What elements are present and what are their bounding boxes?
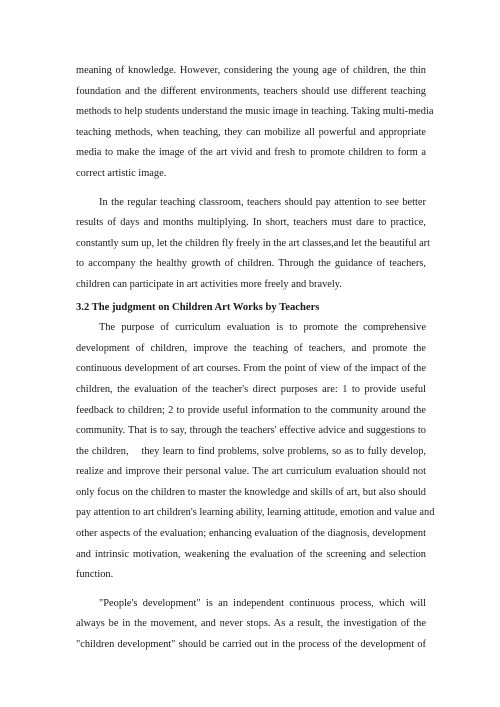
text-line: correct artistic image. bbox=[76, 167, 167, 179]
text-line: function. bbox=[76, 569, 114, 581]
text-line: children can participate in art activities more freely and bravely. bbox=[76, 278, 342, 290]
text-line: methods to help students understand the music image in teaching. Taking multi-media bbox=[76, 106, 434, 118]
text-line: development of children, improve the teaching of teachers, and promote the bbox=[76, 342, 426, 354]
text-line: realize and improve their personal value. The art curriculum evaluation should not bbox=[76, 466, 426, 478]
text-line: "People's development" is an independent continuous process, which will bbox=[99, 597, 426, 609]
text-line: feedback to children; 2 to provide useful information to the community around the bbox=[76, 404, 426, 416]
text-line: and intrinsic motivation, weakening the evaluation of the screening and selection bbox=[76, 548, 426, 560]
text-line: always be in the movement, and never stops. As a result, the investigation of the bbox=[76, 618, 426, 630]
text-line: The purpose of curriculum evaluation is to promote the comprehensive bbox=[99, 322, 426, 334]
text-line: community. That is to say, through the teachers' effective advice and suggestions to bbox=[76, 425, 426, 437]
paragraph-3 bbox=[76, 318, 435, 586]
paragraph-2 bbox=[76, 193, 431, 296]
text-line: media to make the image of the art vivid and fresh to promote children to form a bbox=[76, 147, 426, 159]
text-line: to accompany the healthy growth of children. Through the guidance of teachers, bbox=[76, 258, 426, 270]
text-line: children, the evaluation of the teacher's direct purposes are: 1 to provide useful bbox=[76, 383, 426, 395]
text-line: pay attention to art children's learning ability, learning attitude, emotion and value and bbox=[76, 507, 435, 519]
text-line: In the regular teaching classroom, teachers should pay attention to see better bbox=[99, 196, 426, 208]
text-line: continuous development of art courses. From the point of view of the impact of the bbox=[76, 363, 426, 375]
text-line: meaning of knowledge. However, considering the young age of children, the thin bbox=[76, 65, 426, 76]
text-line: teaching methods, when teaching, they can mobilize all powerful and appropriate bbox=[76, 126, 426, 138]
text-line: the children, they learn to find problems, solve problems, so as to fully develop, bbox=[76, 445, 426, 457]
section-heading: 3.2 The judgment on Children Art Works by Teachers bbox=[76, 301, 320, 313]
text-line: constantly sum up, let the children fly freely in the art classes,and let the beautiful art bbox=[76, 237, 431, 249]
paragraph-4 bbox=[76, 594, 426, 656]
text-line: results of days and months multiplying. In short, teachers must dare to practice, bbox=[76, 217, 426, 229]
text-line: "children development" should be carried out in the process of the development of bbox=[76, 639, 426, 651]
text-line: foundation and the different environments, teachers should use different teaching bbox=[76, 85, 426, 97]
text-line: other aspects of the evaluation; enhancing evaluation of the diagnosis, development bbox=[76, 528, 426, 540]
text-line: only focus on the children to master the knowledge and skills of art, but also should bbox=[76, 486, 426, 498]
paragraph-1 bbox=[76, 61, 434, 185]
